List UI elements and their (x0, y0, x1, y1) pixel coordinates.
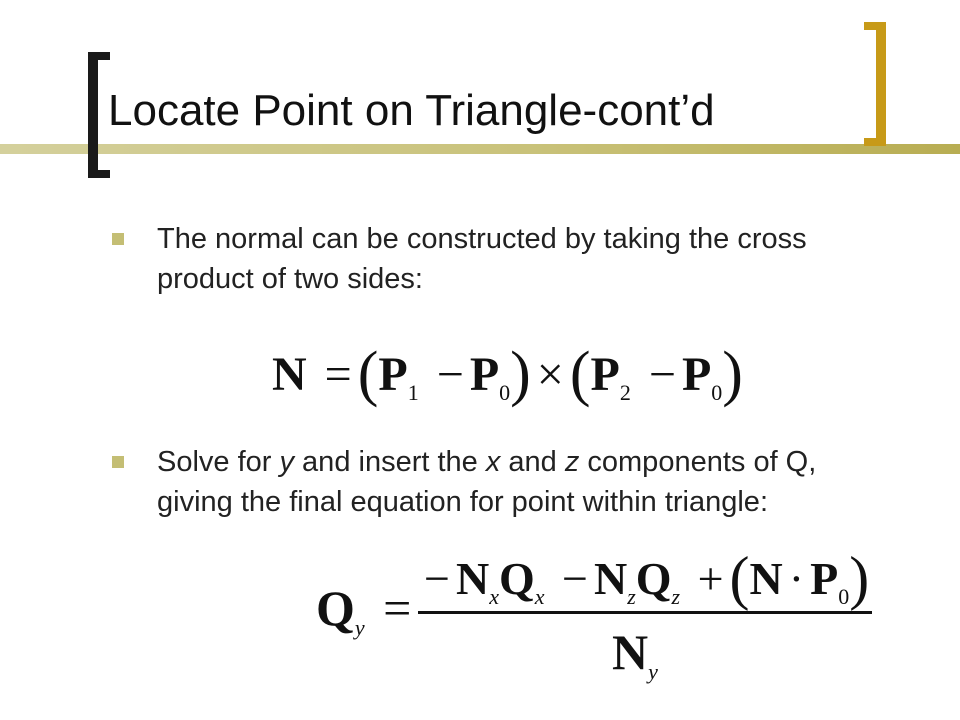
eq2-close-paren: ) (849, 545, 870, 611)
normal-equation (272, 342, 743, 425)
slide-title: Locate Point on Triangle-cont’d (108, 86, 715, 135)
eq1-p0a: P (469, 348, 500, 401)
eq2-qx-sub: x (534, 584, 545, 609)
eq1-p1: P (378, 348, 408, 401)
bullet-square-icon (112, 456, 124, 468)
eq2-open-paren: ( (729, 545, 750, 611)
eq2-qz: Q (635, 553, 672, 604)
left-bracket (88, 52, 98, 178)
eq1-close-paren-2: ) (722, 340, 743, 408)
eq2-equals: = (383, 580, 412, 636)
eq1-minus1: − (436, 348, 464, 401)
eq1-p0b: P (681, 348, 712, 401)
eq1-open-paren-2: ( (569, 340, 591, 408)
eq2-plus: + (697, 553, 724, 604)
eq1-p0b-sub: 0 (711, 380, 723, 405)
eq2-nz: N (593, 553, 628, 604)
bullet2-part4: components of Q, giving the final equation for point within triangle: (157, 446, 817, 518)
eq1-open-paren: ( (357, 340, 379, 408)
eq1-minus2: − (648, 348, 676, 401)
eq2-n: N (749, 553, 783, 604)
bullet2-part1: Solve for (157, 446, 280, 478)
eq2-lhs (316, 578, 417, 658)
bullet-square-icon (112, 233, 124, 245)
right-bracket-top (864, 22, 886, 30)
eq1-cross: × (536, 348, 564, 401)
eq1-n: N (272, 348, 307, 401)
eq2-q-sub: y (354, 615, 365, 640)
eq2-minus1: − (424, 553, 450, 604)
eq2-qz-sub: z (671, 584, 681, 609)
eq2-qx: Q (498, 553, 535, 604)
eq1-p2: P (590, 348, 620, 401)
eq2-dot: · (788, 553, 805, 604)
eq2-numerator (418, 545, 870, 627)
title-underline (0, 144, 960, 154)
fraction-bar (418, 611, 872, 614)
eq1-close-paren: ) (510, 340, 531, 408)
bullet2-var-z: z (564, 446, 580, 478)
eq2-denominator (612, 622, 658, 702)
left-bracket-top (88, 52, 110, 60)
eq2-minus2: − (562, 553, 588, 604)
eq2-nx-sub: x (489, 584, 499, 609)
right-bracket-bottom (864, 138, 886, 146)
bullet2-part3: and (500, 446, 565, 478)
eq2-ny-sub: y (648, 659, 658, 684)
bullet-normal-text: The normal can be constructed by taking the cross product of two sides: (157, 223, 807, 295)
eq2-q: Q (316, 580, 355, 636)
right-bracket (876, 22, 886, 146)
eq2-ny: N (612, 624, 649, 680)
eq1-equals: = (324, 348, 352, 401)
eq1-p2-sub: 2 (619, 380, 631, 405)
eq2-nz-sub: z (627, 584, 636, 609)
eq1-p0a-sub: 0 (499, 380, 511, 405)
eq2-nx: N (455, 553, 490, 604)
eq2-p0-sub: 0 (838, 584, 850, 609)
bullet2-var-y: y (279, 446, 294, 478)
left-bracket-bottom (88, 170, 110, 178)
bullet2-part2: and insert the (294, 446, 486, 478)
eq2-p0: P (810, 553, 839, 604)
bullet-solve-text (157, 442, 897, 522)
bullet2-var-x: x (485, 446, 501, 478)
eq1-p1-sub: 1 (407, 380, 419, 405)
